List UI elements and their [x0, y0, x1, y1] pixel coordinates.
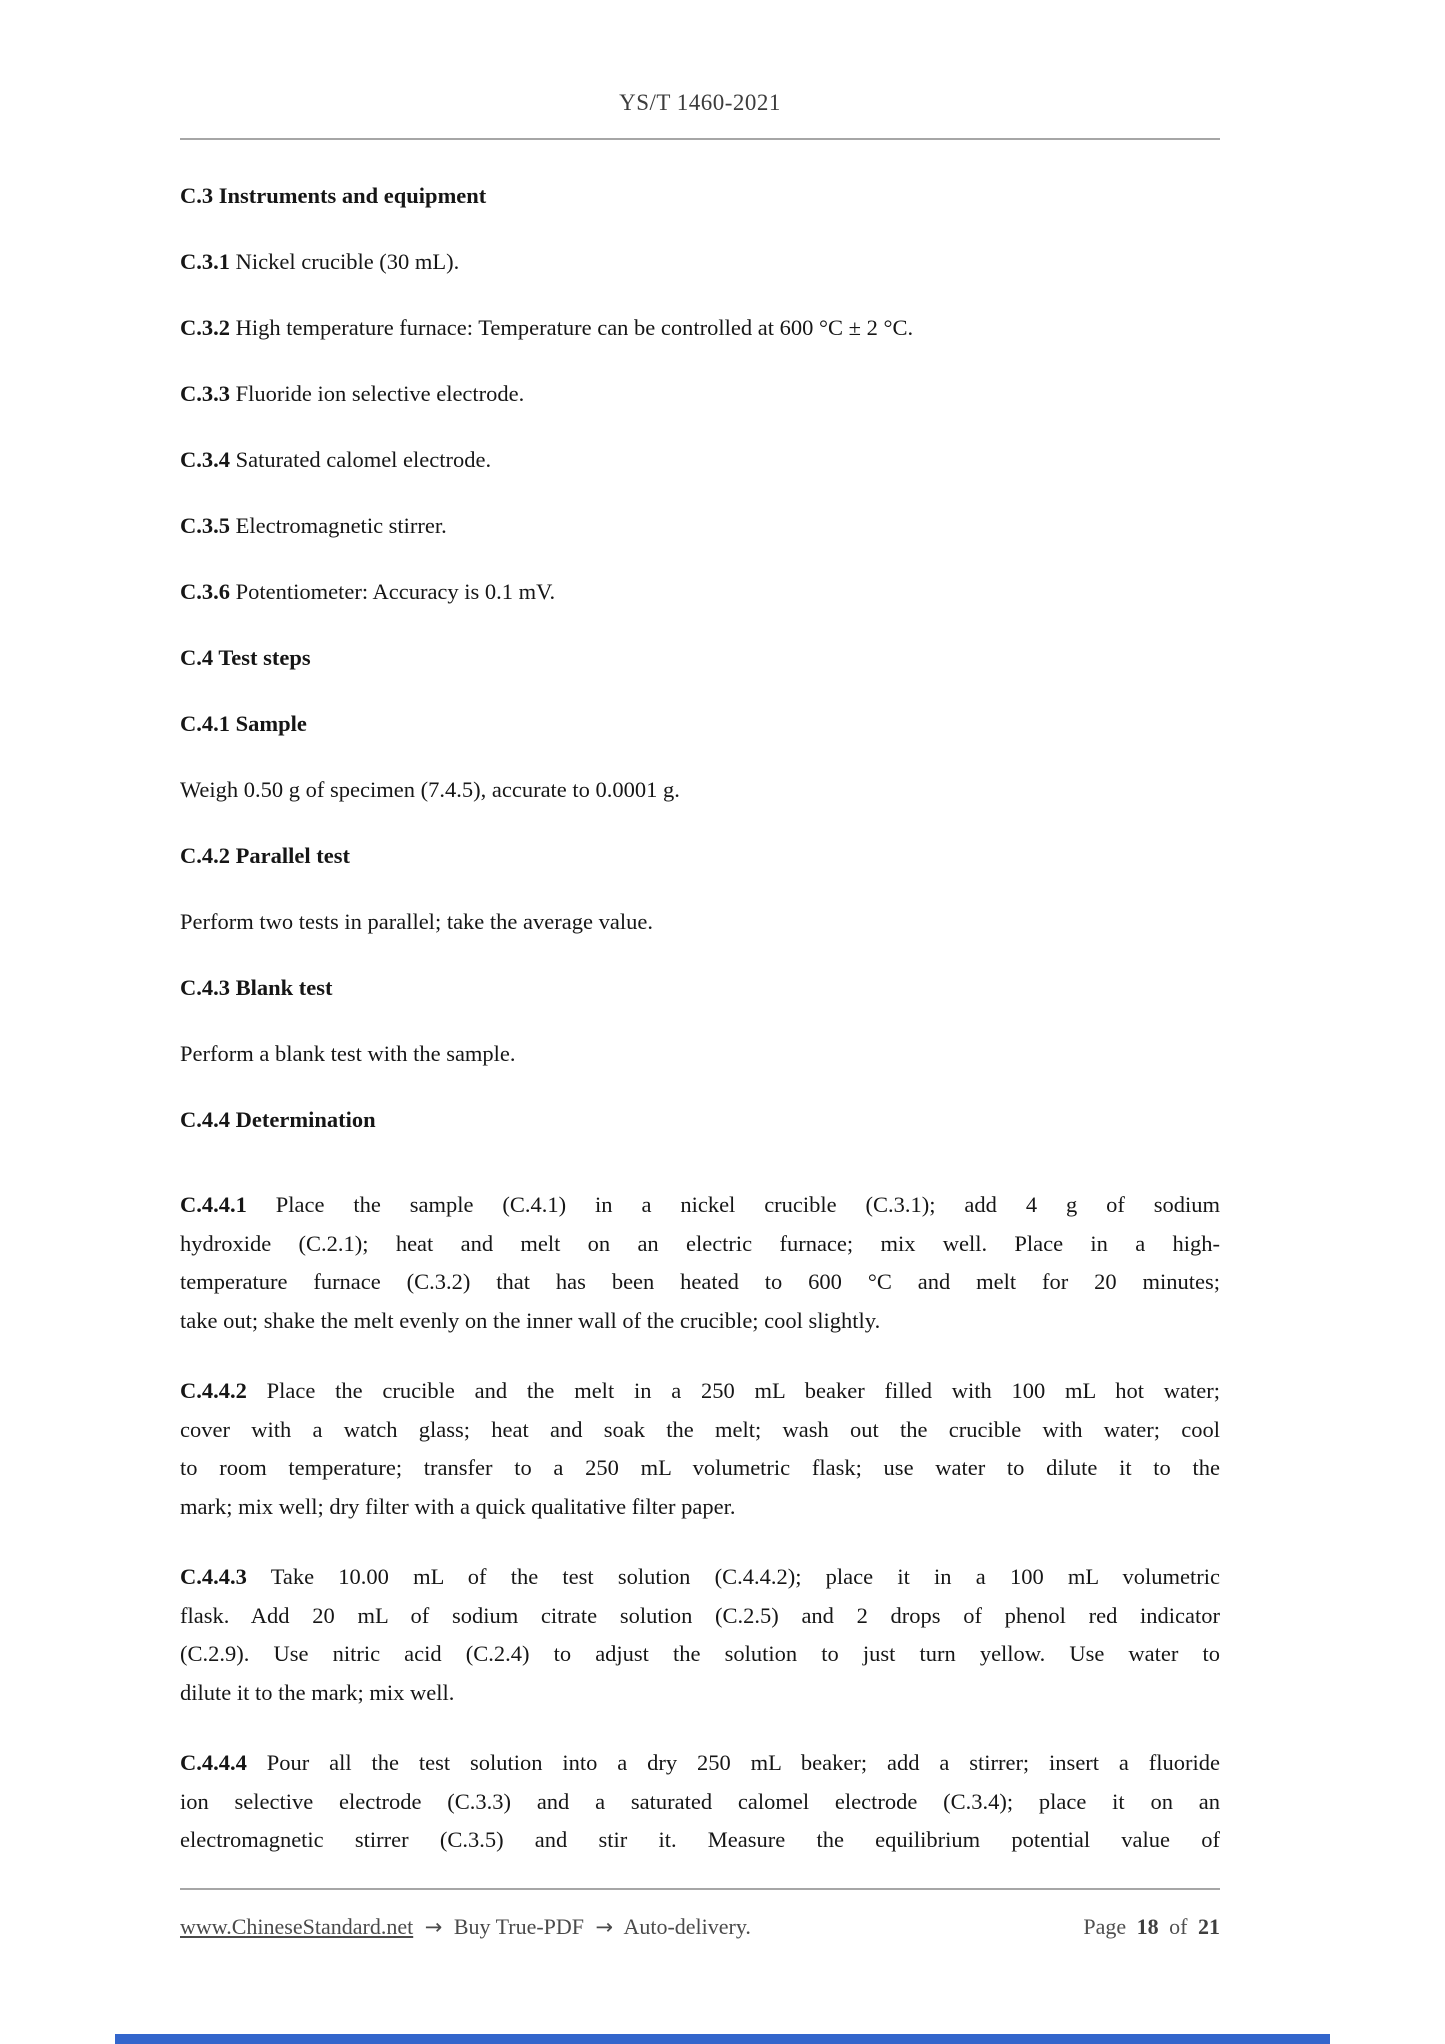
footer-rule [180, 1888, 1220, 1890]
page-footer [180, 1888, 1220, 1940]
current-page: 18 [1136, 1914, 1159, 1939]
page-header [180, 0, 1220, 140]
clause-label: C.4.4.2 [180, 1378, 247, 1403]
right-arrow-icon: → [424, 1915, 443, 1939]
paragraph-line: dilute it to the mark; mix well. [180, 1679, 455, 1705]
paragraph-line [180, 1186, 1220, 1225]
clause-text: Electromagnetic stirrer. [235, 513, 447, 538]
clause-label: C.4.4.1 [180, 1192, 247, 1217]
clause-label: C.4.4.3 [180, 1564, 247, 1589]
clause-label: C.3.3 [180, 381, 230, 406]
paragraph-line: mark; mix well; dry filter with a quick qualitative filter paper. [180, 1493, 736, 1519]
clause-c3-5 [180, 514, 1220, 538]
heading-c4-1: C.4.1 Sample [180, 711, 307, 736]
line-text: Take 10.00 mL of the test solution (C.4.4.2); place it in a 100 mL volumetric [270, 1564, 1221, 1589]
clause-c3-2 [180, 316, 1220, 340]
total-pages: 21 [1198, 1914, 1220, 1939]
line-text: Pour all the test solution into a dry 250 mL beaker; add a stirrer; insert a fluoride [266, 1750, 1221, 1775]
heading-c3: C.3 Instruments and equipment [180, 183, 487, 208]
paragraph-line: electromagnetic stirrer (C.3.5) and stir it. Measure the equilibrium potential value of [180, 1827, 1220, 1852]
paragraph-sample: Weigh 0.50 g of specimen (7.4.5), accurate to 0.0001 g. [180, 777, 680, 802]
clause-text: Fluoride ion selective electrode. [235, 381, 525, 406]
paragraph-line: take out; shake the melt evenly on the inner wall of the crucible; cool slightly. [180, 1307, 881, 1333]
clause-c3-1 [180, 250, 1220, 274]
paragraph-c4-4-1 [180, 1186, 1220, 1340]
page-label: Page [1083, 1914, 1127, 1939]
standard-number: YS/T 1460-2021 [619, 90, 781, 115]
clause-label: C.3.5 [180, 513, 230, 538]
document-body [180, 184, 1220, 1860]
footer-promo [180, 1914, 757, 1940]
heading-c4-3: C.4.3 Blank test [180, 975, 333, 1000]
paragraph-line: hydroxide (C.2.1); heat and melt on an electric furnace; mix well. Place in a high- [180, 1230, 1220, 1256]
paragraph-line: (C.2.9). Use nitric acid (C.2.4) to adjust the solution to just turn yellow. Use water to [180, 1641, 1220, 1666]
paragraph-blank: Perform a blank test with the sample. [180, 1041, 516, 1066]
site-link[interactable]: www.ChineseStandard.net [180, 1914, 414, 1939]
paragraph-line [180, 1558, 1220, 1597]
paragraph-c4-4-3 [180, 1558, 1220, 1712]
of-label: of [1169, 1914, 1188, 1939]
paragraph-line: cover with a watch glass; heat and soak the melt; wash out the crucible with water; cool [180, 1416, 1220, 1442]
clause-text: High temperature furnace: Temperature can be controlled at 600 °C ± 2 °C. [235, 315, 914, 340]
clause-label: C.3.2 [180, 315, 230, 340]
heading-c4-4: C.4.4 Determination [180, 1107, 376, 1132]
clause-text: Potentiometer: Accuracy is 0.1 mV. [235, 579, 556, 604]
paragraph-line: ion selective electrode (C.3.3) and a saturated calomel electrode (C.3.4); place it on an [180, 1788, 1220, 1814]
header-rule [180, 138, 1220, 140]
clause-text: Saturated calomel electrode. [235, 447, 492, 472]
paragraph-parallel: Perform two tests in parallel; take the average value. [180, 909, 653, 934]
buy-pdf-label: Buy True-PDF [453, 1914, 585, 1939]
clause-c3-3 [180, 382, 1220, 406]
heading-c4-2: C.4.2 Parallel test [180, 843, 350, 868]
line-text: Place the sample (C.4.1) in a nickel crucible (C.3.1); add 4 g of sodium [275, 1192, 1221, 1217]
heading-c4: C.4 Test steps [180, 645, 311, 670]
paragraph-line: temperature furnace (C.3.2) that has been heated to 600 °C and melt for 20 minutes; [180, 1269, 1220, 1294]
line-text: Place the crucible and the melt in a 250 mL beaker filled with 100 mL hot water; [266, 1378, 1220, 1403]
paragraph-line [180, 1372, 1220, 1411]
clause-text: Nickel crucible (30 mL). [235, 249, 460, 274]
page-number [1083, 1914, 1220, 1940]
auto-delivery-label: Auto-delivery. [623, 1914, 751, 1939]
paragraph-c4-4-2 [180, 1372, 1220, 1526]
clause-label: C.3.6 [180, 579, 230, 604]
paragraph-line [180, 1744, 1220, 1783]
clause-label: C.4.4.4 [180, 1750, 247, 1775]
bottom-blue-bar [115, 2034, 1330, 2044]
clause-label: C.3.4 [180, 447, 230, 472]
paragraph-line: to room temperature; transfer to a 250 mL volumetric flask; use water to dilute it to the [180, 1455, 1220, 1480]
right-arrow-icon: → [595, 1915, 614, 1939]
paragraph-line: flask. Add 20 mL of sodium citrate solution (C.2.5) and 2 drops of phenol red indicator [180, 1602, 1220, 1628]
clause-c3-6 [180, 580, 1220, 604]
clause-c3-4 [180, 448, 1220, 472]
paragraph-c4-4-4 [180, 1744, 1220, 1860]
clause-label: C.3.1 [180, 249, 230, 274]
